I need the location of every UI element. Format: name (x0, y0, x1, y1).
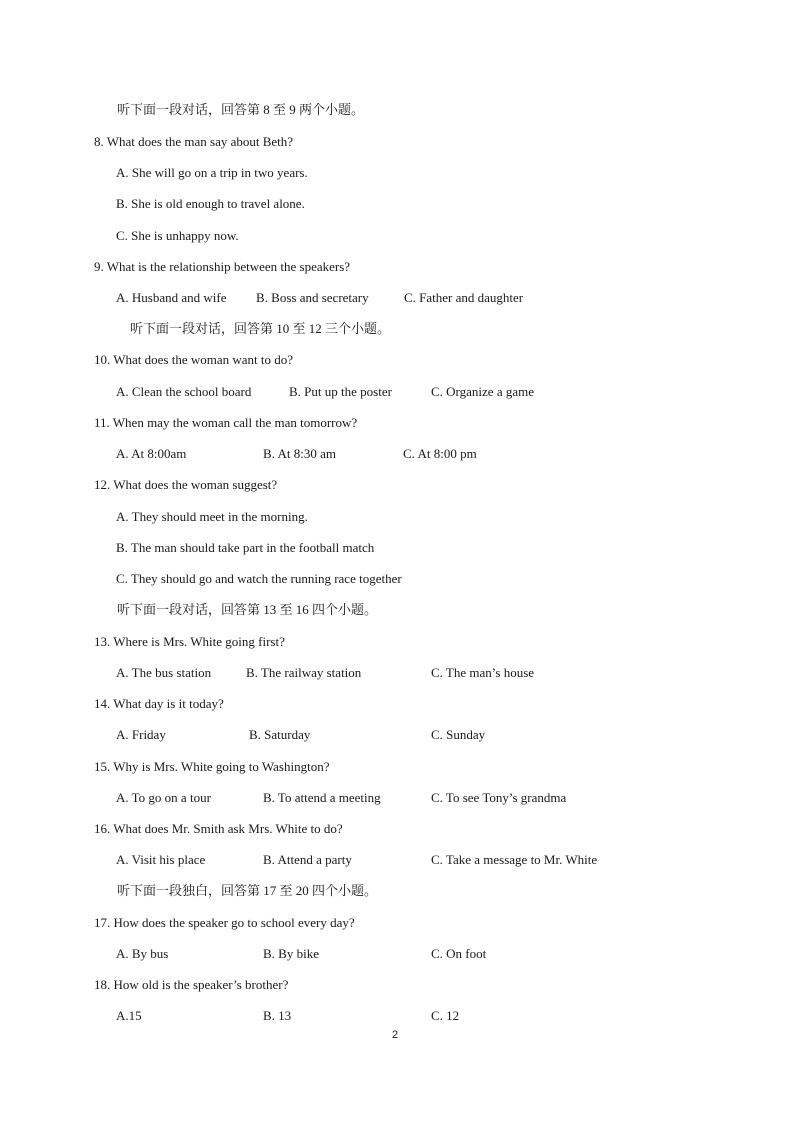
option-14b: B. Saturday (249, 727, 311, 742)
option-15b: B. To attend a meeting (263, 790, 381, 805)
question-9: 9. What is the relationship between the speakers? (94, 259, 351, 274)
question-18: 18. How old is the speaker’s brother? (94, 977, 289, 992)
section-instruction-17-20: 听下面一段独白，回答第 17 至 20 四个小题。 (117, 883, 378, 898)
option-10a: A. Clean the school board (116, 384, 252, 399)
option-10c: C. Organize a game (431, 384, 534, 399)
option-17b: B. By bike (263, 946, 319, 961)
option-17a: A. By bus (116, 946, 169, 961)
option-13b: B. The railway station (246, 665, 362, 680)
option-18a: A.15 (116, 1008, 142, 1023)
option-10b: B. Put up the poster (289, 384, 392, 399)
option-16c: C. Take a message to Mr. White (431, 852, 598, 867)
question-8: 8. What does the man say about Beth? (94, 134, 294, 149)
question-15: 15. Why is Mrs. White going to Washington? (94, 759, 330, 774)
option-11a: A. At 8:00am (116, 446, 187, 461)
section-instruction-10-12: 听下面一段对话，回答第 10 至 12 三个小题。 (130, 321, 391, 336)
option-14a: A. Friday (116, 727, 166, 742)
option-15a: A. To go on a tour (116, 790, 211, 805)
section-instruction-13-16: 听下面一段对话，回答第 13 至 16 四个小题。 (117, 602, 378, 617)
section-instruction-8-9: 听下面一段对话，回答第 8 至 9 两个小题。 (117, 102, 365, 117)
option-16b: B. Attend a party (263, 852, 352, 867)
option-14c: C. Sunday (431, 727, 486, 742)
option-18b: B. 13 (263, 1008, 292, 1023)
option-9b: B. Boss and secretary (256, 290, 369, 305)
option-13c: C. The man’s house (431, 665, 535, 680)
option-12c: C. They should go and watch the running race together (116, 571, 402, 586)
option-9a: A. Husband and wife (116, 290, 227, 305)
question-10: 10. What does the woman want to do? (94, 352, 294, 367)
option-13a: A. The bus station (116, 665, 212, 680)
option-8c: C. She is unhappy now. (116, 228, 239, 243)
question-12: 12. What does the woman suggest? (94, 477, 278, 492)
option-17c: C. On foot (431, 946, 487, 961)
option-12a: A. They should meet in the morning. (116, 509, 308, 524)
option-11c: C. At 8:00 pm (403, 446, 477, 461)
question-17: 17. How does the speaker go to school every day? (94, 915, 355, 930)
option-16a: A. Visit his place (116, 852, 206, 867)
option-8b: B. She is old enough to travel alone. (116, 196, 305, 211)
option-11b: B. At 8:30 am (263, 446, 336, 461)
question-14: 14. What day is it today? (94, 696, 224, 711)
option-12b: B. The man should take part in the football match (116, 540, 375, 555)
option-15c: C. To see Tony’s grandma (431, 790, 567, 805)
question-16: 16. What does Mr. Smith ask Mrs. White to do? (94, 821, 343, 836)
option-9c: C. Father and daughter (404, 290, 524, 305)
option-8a: A. She will go on a trip in two years. (116, 165, 308, 180)
option-18c: C. 12 (431, 1008, 460, 1023)
page-number: 2 (392, 1029, 399, 1041)
question-13: 13. Where is Mrs. White going first? (94, 634, 285, 649)
question-11: 11. When may the woman call the man tomorrow? (94, 415, 358, 430)
